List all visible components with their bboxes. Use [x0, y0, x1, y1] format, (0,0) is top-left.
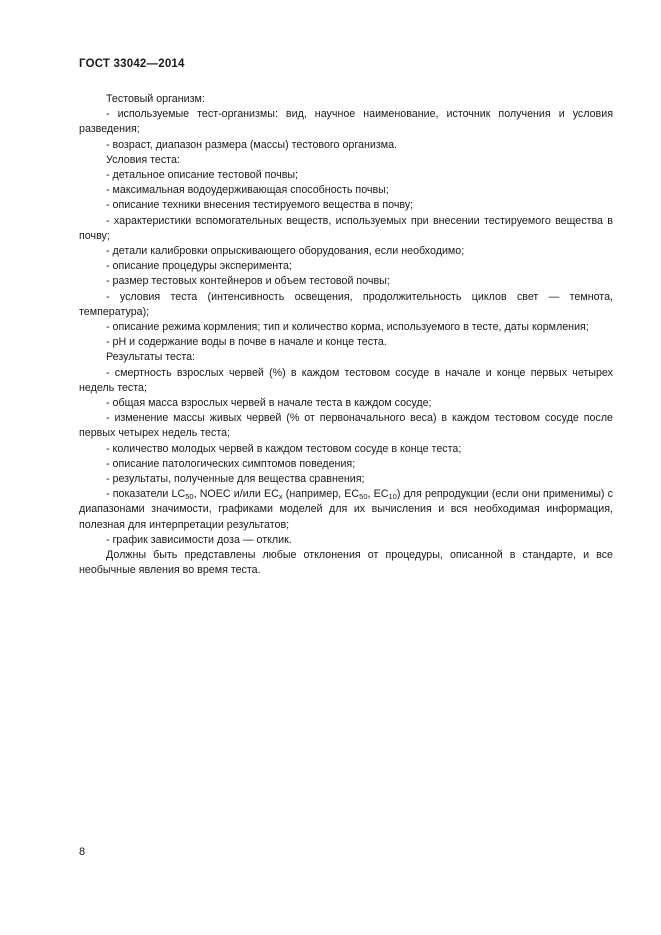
text-fragment: , NOEC и/или EC [193, 488, 279, 501]
list-item: - pH и содержание воды в почве в начале и конце теста. [106, 336, 387, 349]
list-item: - детали калибровки опрыскивающего оборудования, если необходимо; [106, 245, 465, 258]
list-item: - результаты, полученные для вещества сравнения; [106, 473, 365, 486]
document-body [79, 92, 613, 579]
list-item: - количество молодых червей в каждом тестовом сосуде в конце теста; [106, 442, 462, 455]
list-item: - максимальная водоудерживающая способность почвы; [106, 184, 389, 197]
paragraph-test-conditions-heading: Условия теста: [106, 153, 180, 166]
text-fragment: - показатели LC [106, 488, 186, 501]
list-item: - детальное описание тестовой почвы; [106, 169, 299, 182]
list-item: - условия теста (интенсивность освещения, продолжительность циклов свет — темнота, температура); [79, 290, 613, 318]
list-item: - характеристики вспомогательных веществ, используемых при внесении тестируемого вещества в почву; [79, 214, 613, 242]
list-item: - описание режима кормления; тип и количество корма, используемого в тесте, даты кормления; [106, 321, 589, 334]
text-fragment: (например, EC [282, 488, 360, 501]
list-item: - возраст, диапазон размера (массы) тестового организма. [106, 138, 397, 151]
page-number: 8 [79, 846, 86, 858]
text-fragment: , EC [367, 488, 389, 501]
paragraph-test-organism-heading: Тестовый организм: [106, 93, 205, 105]
list-item: - график зависимости доза — отклик. [106, 533, 292, 546]
list-item: - используемые тест-организмы: вид, научное наименование, источник получения и условия разведения; [79, 108, 613, 136]
list-item: - описание патологических симптомов поведения; [106, 457, 356, 470]
list-item: - описание процедуры эксперимента; [106, 260, 292, 273]
text-fragment: ) для репродукции (если они применимы) с диапазонами значимости, графиками моделей для их вычисления и вся необходимая информация, полезная для интерпретации результатов; [79, 488, 614, 531]
list-item: - описание техники внесения тестируемого вещества в почву; [106, 199, 414, 212]
subscript: x [278, 492, 283, 502]
list-item: - общая масса взрослых червей в начале теста в каждом сосуде; [106, 397, 432, 410]
subscript: 50 [185, 492, 194, 502]
list-item: - смертность взрослых червей (%) в каждом тестовом сосуде в начале и конце первых четырех недель теста; [79, 366, 613, 394]
list-item: - изменение массы живых червей (% от первоначального веса) в каждом тестовом сосуде после первых четырех недель теста; [79, 412, 613, 440]
standard-designation: ГОСТ 33042—2014 [79, 58, 185, 70]
subscript: 50 [359, 492, 368, 502]
list-item: - размер тестовых контейнеров и объем тестовой почвы; [106, 275, 390, 288]
list-item-indicators [79, 487, 613, 533]
paragraph-test-results-heading: Результаты теста: [106, 351, 196, 364]
subscript: 10 [388, 492, 397, 502]
paragraph-deviations: Должны быть представлены любые отклонения от процедуры, описанной в стандарте, и все необычные явления во время теста. [79, 549, 613, 577]
